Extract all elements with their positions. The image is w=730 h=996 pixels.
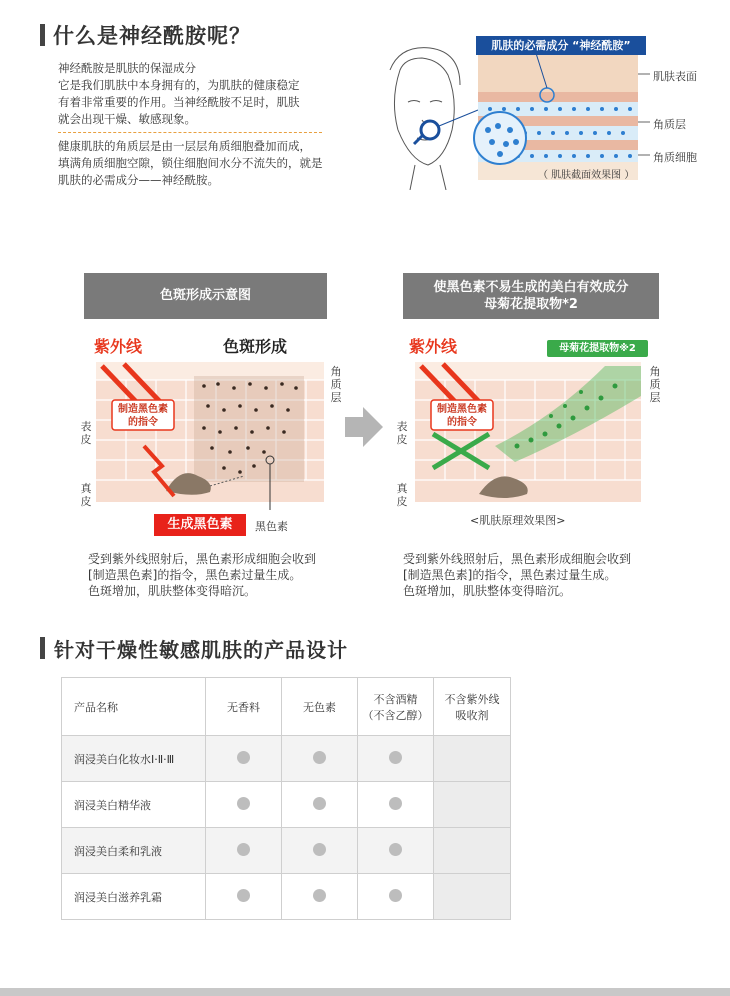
col-header-alcohol-free [358, 678, 434, 736]
side-char: 表 [396, 420, 408, 433]
intro-paragraph [58, 60, 300, 128]
table-row [62, 874, 511, 920]
feature-cell-empty [434, 828, 511, 874]
table-row [62, 828, 511, 874]
header-line: 母菊花提取物*2 [484, 297, 578, 312]
check-dot-icon [237, 889, 250, 902]
header-line: 不含紫外线 [444, 692, 500, 706]
col-header-colorant-free: 无色素 [282, 678, 358, 736]
feature-cell [282, 782, 358, 828]
left-caption [88, 551, 316, 599]
ceramide-banner: 肌肤的必需成分 “神经酰胺” [476, 36, 646, 55]
side-char: 皮 [396, 495, 408, 508]
header-line: 吸收剂 [455, 708, 489, 722]
detail-paragraph [58, 138, 323, 189]
instruction-line: 的指令 [128, 417, 158, 428]
product-name: 润浸美白精华液 [62, 782, 206, 828]
check-dot-icon [389, 889, 402, 902]
check-dot-icon [237, 751, 250, 764]
para-line: 就会出现干燥、敏感现象。 [58, 112, 196, 126]
face-illustration [390, 48, 460, 190]
right-diagram-caption: <肌肤原理效果图> [470, 514, 566, 527]
side-label-dermis [396, 482, 408, 508]
label-skin-surface: 肌肤表面 [653, 70, 697, 83]
side-char: 角 [649, 365, 661, 378]
side-char: 角 [330, 365, 342, 378]
side-char: 质 [330, 378, 342, 391]
magnifier-icon [421, 121, 439, 139]
side-label-epidermis [396, 420, 408, 446]
para-line: 有着非常重要的作用。当神经酰胺不足时，肌肤 [58, 95, 300, 109]
feature-cell [358, 782, 434, 828]
right-caption [403, 551, 631, 599]
feature-cell [358, 874, 434, 920]
caption-line: 色斑增加，肌肤整体变得暗沉。 [88, 584, 257, 598]
col-header-product: 产品名称 [62, 678, 206, 736]
uv-label-right: 紫外线 [409, 337, 458, 356]
section-title-ceramide: 什么是神经酰胺呢？ [53, 24, 251, 48]
check-dot-icon [313, 751, 326, 764]
left-panel-header: 色斑形成示意图 [84, 273, 327, 319]
check-dot-icon [237, 797, 250, 810]
feature-cell [282, 828, 358, 874]
extract-tag: 母菊花提取物※2 [547, 340, 648, 357]
result-badge: 生成黑色素 [154, 514, 246, 536]
side-char: 质 [649, 378, 661, 391]
side-char: 皮 [396, 433, 408, 446]
side-label-stratum [649, 365, 661, 404]
product-name: 润浸美白化妆水Ⅰ·Ⅱ·Ⅲ [62, 736, 206, 782]
side-char: 表 [80, 420, 92, 433]
side-char: 层 [649, 391, 661, 404]
feature-cell [358, 736, 434, 782]
side-char: 真 [80, 482, 92, 495]
instruction-box-left [112, 403, 174, 429]
col-header-fragrance-free: 无香料 [206, 678, 282, 736]
table-row [62, 782, 511, 828]
section-marker [40, 24, 45, 46]
feature-cell-empty [434, 782, 511, 828]
para-line: 它是我们肌肤中本身拥有的，为肌肤的健康稳定 [58, 78, 300, 92]
feature-cell [358, 828, 434, 874]
header-line: 不含酒精 [373, 692, 418, 706]
col-header-uv-absorber-free [434, 678, 511, 736]
right-panel-header [403, 273, 659, 319]
label-corneocyte: 角质细胞 [653, 151, 697, 164]
caption-line: 受到紫外线照射后，黑色素形成细胞会收到 [403, 552, 632, 566]
check-dot-icon [389, 843, 402, 856]
side-label-stratum [330, 365, 342, 404]
feature-cell [206, 782, 282, 828]
check-dot-icon [313, 889, 326, 902]
melanin-label: 黑色素 [255, 520, 288, 533]
feature-cell-empty [434, 874, 511, 920]
diagram-caption: （ 肌肤截面效果图 ） [538, 170, 635, 181]
caption-line: [制造黑色素]的指令，黑色素过量生成。 [88, 568, 302, 582]
section-title-product-design: 针对干燥性敏感肌肤的产品设计 [54, 638, 348, 662]
feature-cell [206, 736, 282, 782]
instruction-line: 制造黑色素 [437, 404, 487, 415]
feature-cell [282, 736, 358, 782]
check-dot-icon [313, 797, 326, 810]
instruction-box-right [431, 403, 493, 429]
product-name: 润浸美白柔和乳液 [62, 828, 206, 874]
side-char: 真 [396, 482, 408, 495]
feature-cell [282, 874, 358, 920]
para-line: 神经酰胺是肌肤的保湿成分 [58, 61, 196, 75]
next-arrow-icon [343, 405, 385, 449]
check-dot-icon [313, 843, 326, 856]
bottom-border [0, 988, 730, 996]
instruction-line: 的指令 [447, 417, 477, 428]
table-header-row [62, 678, 511, 736]
uv-label-left: 紫外线 [94, 337, 143, 356]
feature-cell [206, 828, 282, 874]
caption-line: [制造黑色素]的指令，黑色素过量生成。 [403, 568, 617, 582]
side-char: 皮 [80, 433, 92, 446]
check-dot-icon [389, 797, 402, 810]
table-row [62, 736, 511, 782]
side-char: 层 [330, 391, 342, 404]
para-line: 健康肌肤的角质层是由一层层角质细胞叠加而成， [58, 139, 311, 153]
para-line: 肌肤的必需成分——神经酰胺。 [58, 173, 219, 187]
para-line: 填满角质细胞空隙，锁住细胞间水分不流失的，就是 [58, 156, 323, 170]
product-name: 润浸美白滋养乳霜 [62, 874, 206, 920]
label-stratum: 角质层 [653, 118, 686, 131]
side-label-epidermis [80, 420, 92, 446]
caption-line: 受到紫外线照射后，黑色素形成细胞会收到 [88, 552, 317, 566]
header-line: 使黑色素不易生成的美白有效成分 [433, 280, 629, 295]
caption-line: 色斑增加，肌肤整体变得暗沉。 [403, 584, 572, 598]
instruction-line: 制造黑色素 [118, 404, 168, 415]
feature-cell [206, 874, 282, 920]
feature-cell-empty [434, 736, 511, 782]
side-label-dermis [80, 482, 92, 508]
spot-formation-title: 色斑形成 [223, 337, 288, 356]
check-dot-icon [237, 843, 250, 856]
product-feature-table [61, 677, 511, 920]
section-marker [40, 637, 45, 659]
divider [58, 132, 322, 133]
check-dot-icon [389, 751, 402, 764]
header-line: （不含乙醇） [362, 708, 429, 722]
side-char: 皮 [80, 495, 92, 508]
